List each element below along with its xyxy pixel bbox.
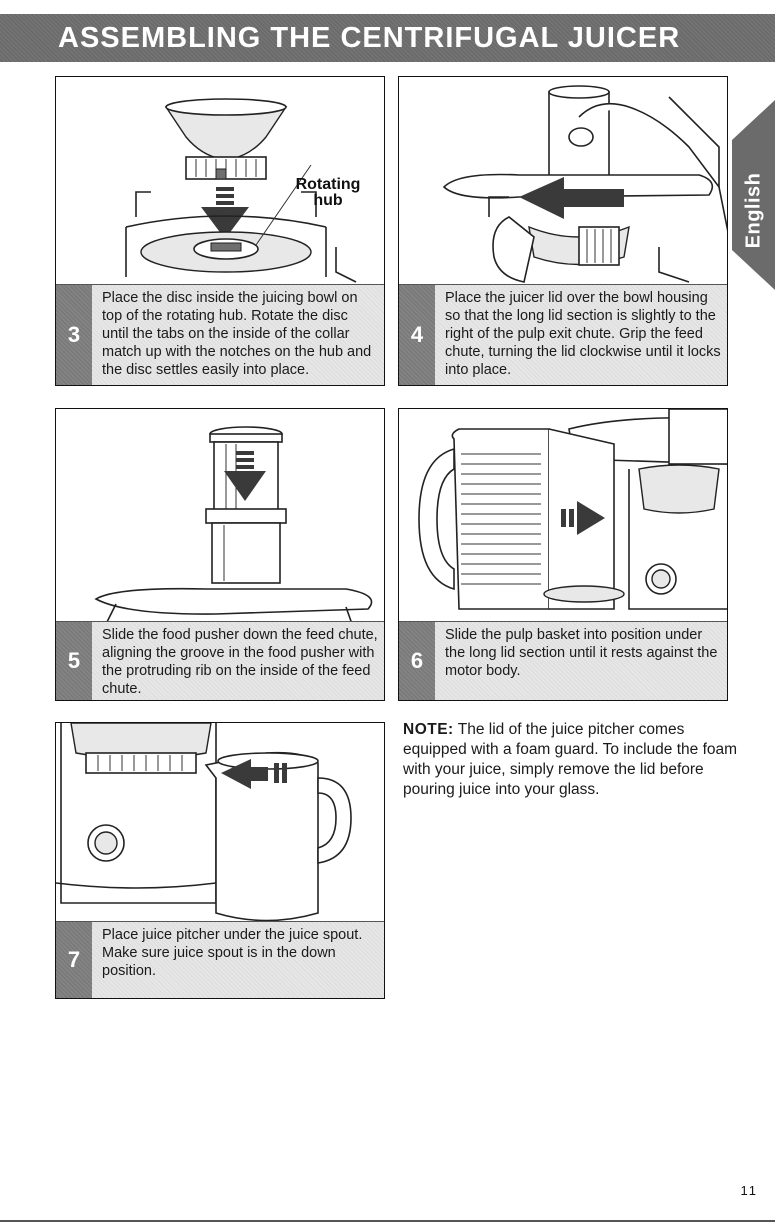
step-number: 5 bbox=[67, 648, 81, 673]
note-label: NOTE: bbox=[403, 721, 454, 738]
step-6-text: Slide the pulp basket into position under the long lid section until it rests against the motor body. bbox=[445, 627, 718, 679]
step-4-text: Place the juicer lid over the bowl housing so that the long lid section is slightly to the right of the pulp exit chute. Grip the feed chute, turning the lid clockwise until it locks into place. bbox=[445, 290, 721, 378]
step-6-panel bbox=[398, 408, 728, 701]
step-6-caption bbox=[399, 621, 727, 700]
step-6-badge bbox=[399, 622, 435, 700]
header-bar bbox=[0, 14, 775, 62]
step-5-caption bbox=[56, 621, 384, 700]
step-6-illustration bbox=[399, 409, 728, 624]
step-7-badge bbox=[56, 922, 92, 998]
bottom-rule bbox=[0, 1220, 775, 1222]
step-4-illustration bbox=[399, 77, 728, 287]
language-tab bbox=[732, 100, 775, 290]
step-5-badge bbox=[56, 622, 92, 700]
step-number: 6 bbox=[410, 648, 424, 673]
step-4-panel bbox=[398, 76, 728, 386]
page-title: ASSEMBLING THE CENTRIFUGAL JUICER bbox=[58, 22, 681, 54]
step-4-badge bbox=[399, 285, 435, 385]
step-number: 7 bbox=[67, 947, 81, 972]
step-3-caption bbox=[56, 284, 384, 385]
page-number: 11 bbox=[740, 1183, 758, 1198]
note-text: The lid of the juice pitcher comes equipped with a foam guard. To include the foam with your juice, simply remove the lid before pouring juice into your glass. bbox=[403, 721, 738, 798]
step-5-illustration bbox=[56, 409, 385, 624]
step-3-text: Place the disc inside the juicing bowl on top of the rotating hub. Rotate the disc until the tabs on the inside of the collar match up with the notches on the hub and the disc settles easily into place. bbox=[102, 290, 372, 378]
rotating-hub-callout: Rotating hub bbox=[295, 176, 361, 209]
step-7-caption bbox=[56, 921, 384, 998]
language-label: English bbox=[742, 172, 765, 248]
note-paragraph bbox=[403, 720, 748, 800]
step-5-panel bbox=[55, 408, 385, 701]
step-3-panel bbox=[55, 76, 385, 386]
step-number: 3 bbox=[67, 322, 81, 347]
step-7-text: Place juice pitcher under the juice spout. Make sure juice spout is in the down position. bbox=[102, 927, 363, 979]
step-4-caption bbox=[399, 284, 727, 385]
step-5-text: Slide the food pusher down the feed chute, aligning the groove in the food pusher with the protruding rib on the inside of the feed chute. bbox=[102, 627, 378, 697]
step-3-badge bbox=[56, 285, 92, 385]
step-7-panel bbox=[55, 722, 385, 999]
step-7-illustration bbox=[56, 723, 385, 928]
step-number: 4 bbox=[410, 322, 424, 347]
